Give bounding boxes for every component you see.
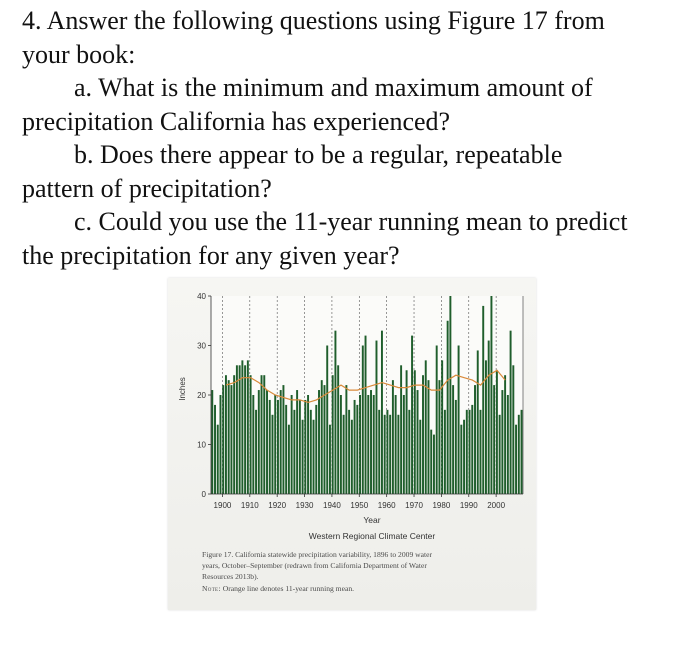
- bar-2003: [504, 375, 506, 494]
- bar-1946: [348, 410, 350, 494]
- bar-1949: [356, 405, 358, 494]
- bar-1902: [228, 380, 230, 494]
- bar-1929: [302, 420, 304, 494]
- bar-1970: [414, 370, 416, 494]
- bar-1918: [272, 415, 274, 494]
- bar-1899: [220, 395, 222, 494]
- bar-1998: [490, 296, 492, 494]
- bar-1972: [419, 420, 421, 494]
- bar-1915: [263, 375, 265, 494]
- bar-1916: [266, 390, 268, 494]
- bar-1969: [411, 336, 413, 494]
- y-tick-label-10: 10: [197, 440, 206, 450]
- bar-1931: [307, 395, 309, 494]
- bar-1967: [406, 370, 408, 494]
- bar-1954: [370, 390, 372, 494]
- bar-1924: [288, 425, 290, 494]
- bar-1914: [261, 375, 263, 494]
- bar-1939: [329, 425, 331, 494]
- caption-line-1: Figure 17. California statewide precipitation variability, 1896 to 2009 water: [202, 550, 433, 559]
- bar-1988: [463, 420, 465, 494]
- bar-1993: [477, 350, 479, 494]
- caption-line-2: years, October–September (redrawn from California Department of Water: [202, 561, 427, 570]
- question-b-line-1: b. Does there appear to be a regular, repeatable: [74, 140, 563, 169]
- bar-1962: [392, 380, 394, 494]
- bar-1938: [326, 346, 328, 495]
- bar-1987: [460, 425, 462, 494]
- question-heading-line-1: 4. Answer the following questions using Figure 17 from: [22, 6, 605, 35]
- bar-2005: [510, 331, 512, 494]
- plot-area: [211, 296, 523, 494]
- question-c-line-1: c. Could you use the 11-year running mean to predict: [74, 207, 628, 236]
- bar-1943: [340, 395, 342, 494]
- bar-1989: [466, 410, 468, 494]
- bar-1941: [334, 331, 336, 494]
- bar-1991: [471, 405, 473, 494]
- x-tick-label-1980: 1980: [432, 501, 451, 510]
- bar-1923: [285, 405, 287, 494]
- bar-1956: [376, 341, 378, 494]
- bar-1906: [239, 365, 241, 494]
- bar-1907: [241, 360, 243, 494]
- bar-2009: [521, 410, 523, 494]
- bar-1897: [214, 405, 216, 494]
- bar-1977: [433, 435, 435, 494]
- bar-1951: [362, 346, 364, 495]
- bar-1945: [345, 385, 347, 494]
- bar-1905: [236, 365, 238, 494]
- bar-1990: [469, 410, 471, 494]
- question-b-line-2: pattern of precipitation?: [22, 173, 272, 203]
- bar-1910: [250, 375, 252, 494]
- bar-1940: [332, 375, 334, 494]
- bar-1952: [365, 336, 367, 494]
- y-axis-label: Inches: [178, 377, 187, 401]
- bar-1965: [400, 365, 402, 494]
- x-tick-label-1990: 1990: [459, 501, 478, 510]
- bar-1921: [280, 390, 282, 494]
- x-tick-label-1970: 1970: [405, 501, 423, 510]
- bar-1925: [291, 395, 293, 494]
- bar-1999: [493, 385, 495, 494]
- bar-1900: [222, 385, 224, 494]
- y-tick-label-30: 30: [197, 341, 206, 351]
- bar-1912: [255, 410, 257, 494]
- bar-1966: [403, 395, 405, 494]
- bar-1974: [425, 360, 427, 494]
- bar-1963: [395, 395, 397, 494]
- y-tick-label-20: 20: [197, 391, 206, 400]
- x-tick-label-1910: 1910: [240, 501, 259, 510]
- bar-1981: [444, 410, 446, 494]
- bar-1908: [244, 365, 246, 494]
- bar-1984: [452, 385, 454, 494]
- caption-note: [202, 583, 522, 594]
- bar-1911: [252, 395, 254, 494]
- note-text: Orange line denotes 11-year running mean.: [222, 584, 355, 593]
- x-tick-label-1930: 1930: [295, 501, 314, 510]
- bar-1959: [384, 415, 386, 494]
- bar-1975: [428, 380, 430, 494]
- bar-1927: [296, 390, 298, 494]
- bar-2002: [501, 390, 503, 494]
- bar-1979: [438, 380, 440, 494]
- bar-1928: [299, 400, 301, 494]
- bar-1937: [324, 385, 326, 494]
- x-axis-label: Year: [363, 515, 381, 525]
- bar-1913: [258, 390, 260, 494]
- bar-1930: [304, 400, 306, 494]
- bar-1948: [354, 400, 356, 494]
- figure-caption: [202, 549, 522, 594]
- bar-1961: [389, 415, 391, 494]
- bar-1971: [417, 390, 419, 494]
- bar-1935: [318, 390, 320, 494]
- x-tick-label-1940: 1940: [323, 501, 341, 510]
- bar-1995: [482, 306, 484, 494]
- bar-1901: [225, 375, 227, 494]
- bar-1942: [337, 365, 339, 494]
- x-tick-label-1920: 1920: [268, 501, 287, 510]
- bar-1957: [378, 410, 380, 494]
- x-tick-label-2000: 2000: [487, 501, 506, 510]
- bar-1917: [269, 400, 271, 494]
- bar-1978: [436, 346, 438, 495]
- bar-1934: [315, 405, 317, 494]
- bar-1973: [422, 375, 424, 494]
- bar-1992: [474, 385, 476, 494]
- bar-1958: [381, 331, 383, 494]
- bar-2006: [512, 365, 514, 494]
- bar-1950: [359, 395, 361, 494]
- bar-2008: [518, 415, 520, 494]
- bar-1985: [455, 400, 457, 494]
- note-label: Note:: [202, 584, 221, 593]
- bar-1980: [441, 360, 443, 494]
- bar-1909: [247, 360, 249, 494]
- question-heading-line-2: your book:: [22, 39, 136, 69]
- bar-1896: [211, 390, 213, 494]
- bar-1904: [233, 375, 235, 494]
- bar-1898: [217, 425, 219, 494]
- bar-1919: [274, 395, 276, 494]
- bar-2000: [496, 370, 498, 494]
- bar-1964: [397, 415, 399, 494]
- bar-1986: [458, 346, 460, 495]
- bar-1944: [343, 415, 345, 494]
- bar-1953: [367, 395, 369, 494]
- question-a-line-1: a. What is the minimum and maximum amount of: [74, 73, 593, 102]
- bar-1968: [408, 410, 410, 494]
- bar-2004: [507, 395, 509, 494]
- x-tick-label-1960: 1960: [377, 501, 396, 510]
- caption-line-3: Resources 2013b).: [202, 572, 259, 581]
- bar-1983: [449, 296, 451, 494]
- bar-1947: [351, 420, 353, 494]
- bar-1933: [313, 420, 315, 494]
- bar-1926: [293, 410, 295, 494]
- bar-1903: [230, 385, 232, 494]
- bar-1960: [386, 410, 388, 494]
- chart-source-label: Western Regional Climate Center: [308, 531, 436, 541]
- bar-1955: [373, 395, 375, 494]
- x-tick-label-1900: 1900: [213, 501, 232, 510]
- question-c-line-2: the precipitation for any given year?: [22, 240, 400, 270]
- y-tick-label-0: 0: [201, 490, 206, 499]
- bar-2007: [515, 425, 517, 494]
- bar-1922: [282, 385, 284, 494]
- bar-1932: [310, 410, 312, 494]
- bar-1982: [447, 321, 449, 494]
- bar-1997: [488, 341, 490, 494]
- bar-1994: [480, 410, 482, 494]
- question-a-line-2: precipitation California has experienced?: [22, 106, 451, 136]
- bar-1920: [277, 400, 279, 494]
- x-tick-label-1950: 1950: [350, 501, 369, 510]
- bar-1976: [430, 430, 432, 494]
- bar-2001: [499, 415, 501, 494]
- y-tick-label-40: 40: [197, 292, 206, 301]
